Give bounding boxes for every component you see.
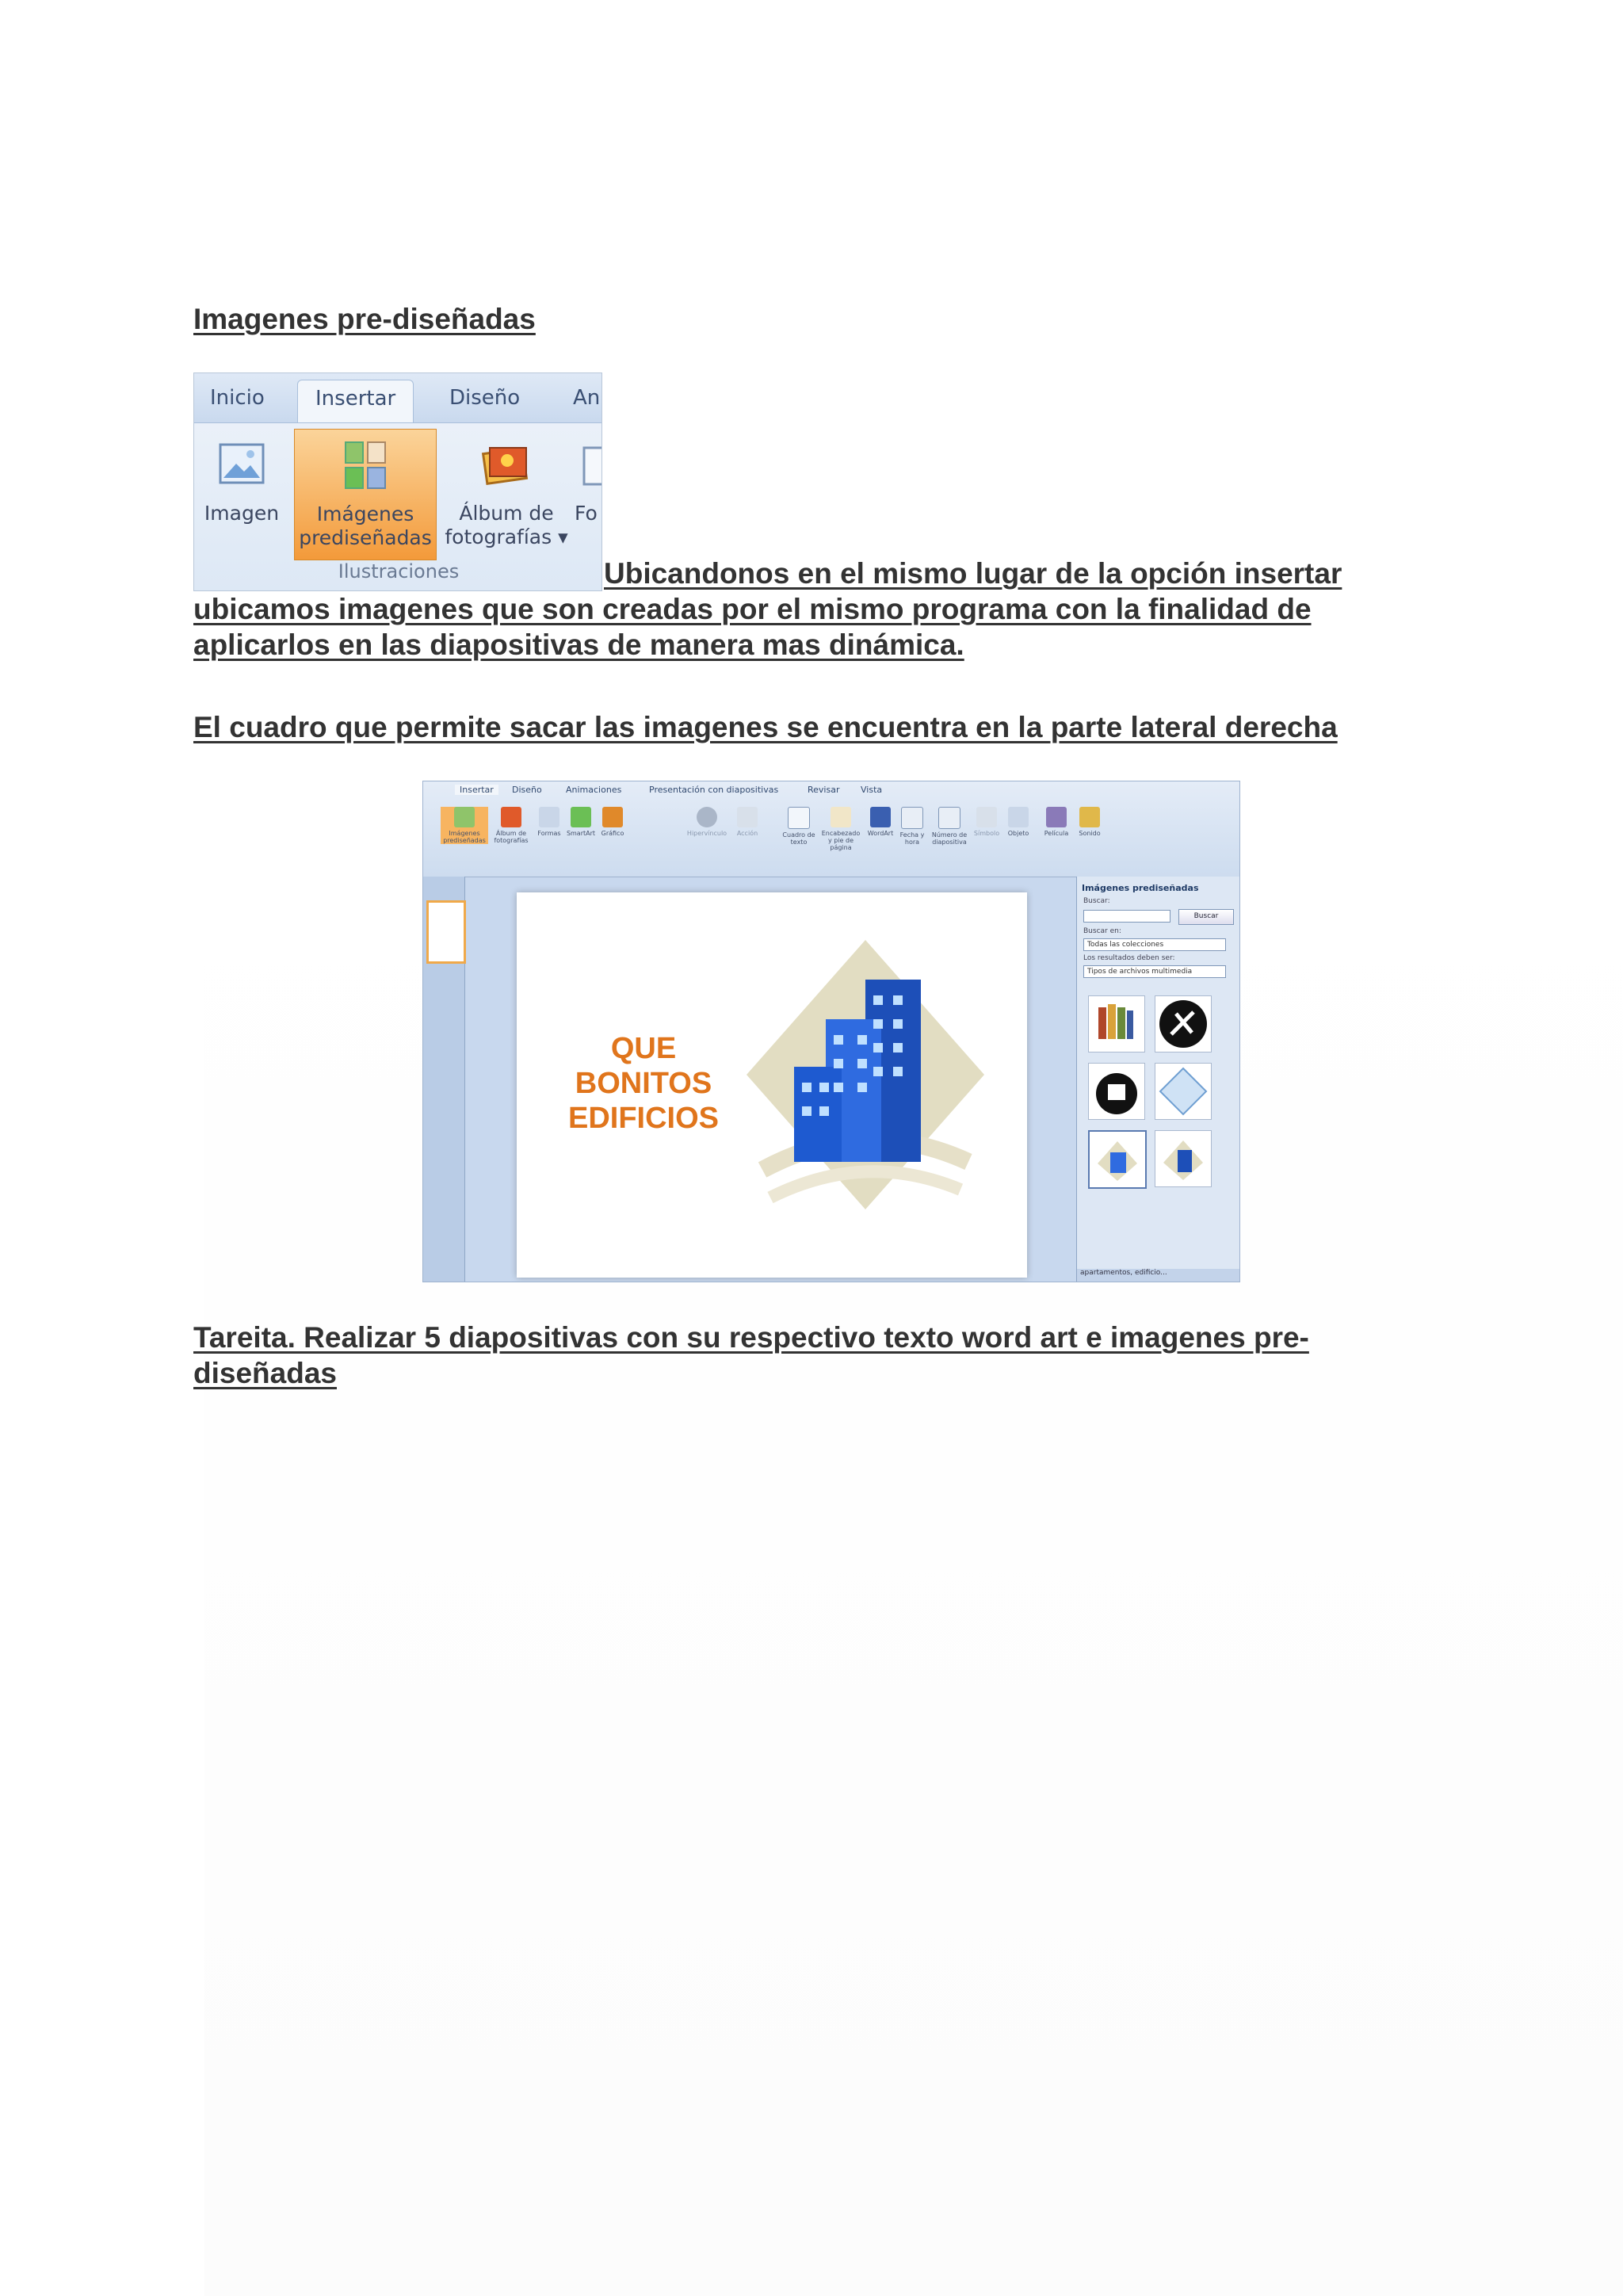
pp-ribbon [423, 781, 1239, 877]
pp-item-label: SmartArt [566, 830, 596, 837]
pp-slide [517, 892, 1027, 1278]
ilustraciones-group-label: Ilustraciones [338, 560, 460, 583]
pp-thumbnail [426, 900, 466, 964]
formas-label-partial: Fo [575, 502, 598, 525]
pp-cuadro-texto [781, 807, 816, 846]
pp-item-label: Número de diapositiva [931, 831, 968, 846]
pp-item-label: Fecha y hora [899, 831, 925, 846]
pp-objeto [1003, 807, 1033, 837]
pp-tab-vista: Vista [861, 785, 883, 795]
pane-search-button: Buscar [1178, 909, 1234, 925]
pp-grafico [598, 807, 628, 837]
pane-search-in-label: Buscar en: [1083, 927, 1121, 935]
pp-numero-diapositiva [930, 807, 968, 846]
pp-item-label: Acción [736, 830, 758, 837]
pane-title: Imágenes prediseñadas [1082, 883, 1199, 893]
pp-wordart [865, 807, 896, 837]
pane-results-select: Tipos de archivos multimedia [1083, 965, 1226, 978]
pane-results-label: Los resultados deben ser: [1083, 954, 1175, 962]
pp-item-label: Película [1044, 830, 1069, 837]
slide-text-line: QUE [610, 1032, 677, 1065]
pp-simbolo [972, 807, 1002, 837]
pp-item-label: Cuadro de texto [782, 831, 815, 846]
pp-tab-insertar: Insertar [455, 785, 498, 795]
clipart-thumb-building-selected [1088, 1130, 1147, 1189]
imagen-label: Imagen [204, 502, 280, 525]
heading-imagenes-prediseñadas: Imagenes pre-diseñadas [193, 303, 536, 335]
heading-tareita: Tareita. Realizar 5 diapositivas con su respectivo texto word art e imagenes pre-diseñadas [193, 1321, 1309, 1389]
pp-item-label: Objeto [1007, 830, 1029, 837]
imagenes-label-line2: prediseñadas [299, 526, 432, 549]
pp-tab-diseno: Diseño [512, 785, 542, 795]
pp-tab-presentacion: Presentación con diapositivas [649, 785, 779, 795]
slide-text-line: BONITOS [575, 1067, 712, 1100]
slide-title [564, 1031, 723, 1136]
tab-diseno: Diseño [449, 386, 521, 410]
pp-item-label: Imágenes prediseñadas [443, 830, 486, 844]
pp-tab-animaciones: Animaciones [566, 785, 622, 795]
clipart-thumb-books [1088, 995, 1145, 1052]
pp-tab-revisar: Revisar [808, 785, 840, 795]
paragraph-cuadro-lateral: El cuadro que permite sacar las imagenes se encuentra en la parte lateral derecha [193, 711, 1338, 743]
tab-animaciones-partial: An [573, 386, 601, 410]
pp-sonido [1075, 807, 1105, 837]
pp-item-label: Sonido [1079, 830, 1101, 837]
powerpoint-screenshot [422, 781, 1240, 1282]
clipart-thumb-building [1155, 1130, 1212, 1187]
pane-search-label: Buscar: [1083, 897, 1110, 905]
paragraph-ubicandonos [193, 372, 1430, 663]
pp-item-label: Formas [537, 830, 561, 837]
clipart-thumb-pattern [1155, 1063, 1212, 1120]
pane-search-in-select: Todas las colecciones [1083, 938, 1226, 951]
pp-imagenes-prediseñadas [441, 807, 488, 844]
clipart-thumb-tools [1155, 995, 1212, 1052]
pp-formas [534, 807, 564, 837]
buildings-clipart [731, 932, 1000, 1233]
pp-smartart [566, 807, 596, 837]
pp-hipervinculo [685, 807, 729, 837]
album-label-line1: Álbum de [459, 502, 554, 525]
tab-inicio: Inicio [210, 386, 265, 410]
pane-search-input [1083, 910, 1170, 923]
pp-album [491, 807, 531, 844]
pp-encabezado [819, 807, 862, 851]
slide-text-line: EDIFICIOS [567, 1102, 720, 1135]
pp-item-label: Hipervínculo [686, 830, 727, 837]
tab-insertar: Insertar [297, 380, 414, 422]
pp-item-label: Símbolo [973, 830, 1000, 837]
clipart-thumb-pharmacy [1088, 1063, 1145, 1120]
pane-footer-tooltip: apartamentos, edificio... [1077, 1269, 1240, 1282]
pp-fecha-hora [897, 807, 927, 846]
clipart-task-pane [1076, 877, 1240, 1282]
pp-slide-thumbnails [423, 877, 465, 1282]
imagenes-label-line1: Imágenes [316, 502, 414, 525]
paragraph-ubicandonos-text: Ubicandonos en el mismo lugar de la opción insertar ubicamos imagenes que son creadas por el mismo programa con la finalidad de aplicarlos en las diapositivas de manera mas dinámica. [193, 557, 1342, 661]
pp-item-label: WordArt [867, 830, 894, 837]
pp-item-label: Gráfico [601, 830, 624, 837]
pp-item-label: Encabezado y pie de página [821, 830, 861, 851]
album-label-line2: fotografías ▾ [445, 525, 568, 548]
pp-pelicula [1041, 807, 1071, 837]
pp-item-label: Álbum de fotografías [494, 830, 529, 844]
pp-accion [732, 807, 762, 837]
